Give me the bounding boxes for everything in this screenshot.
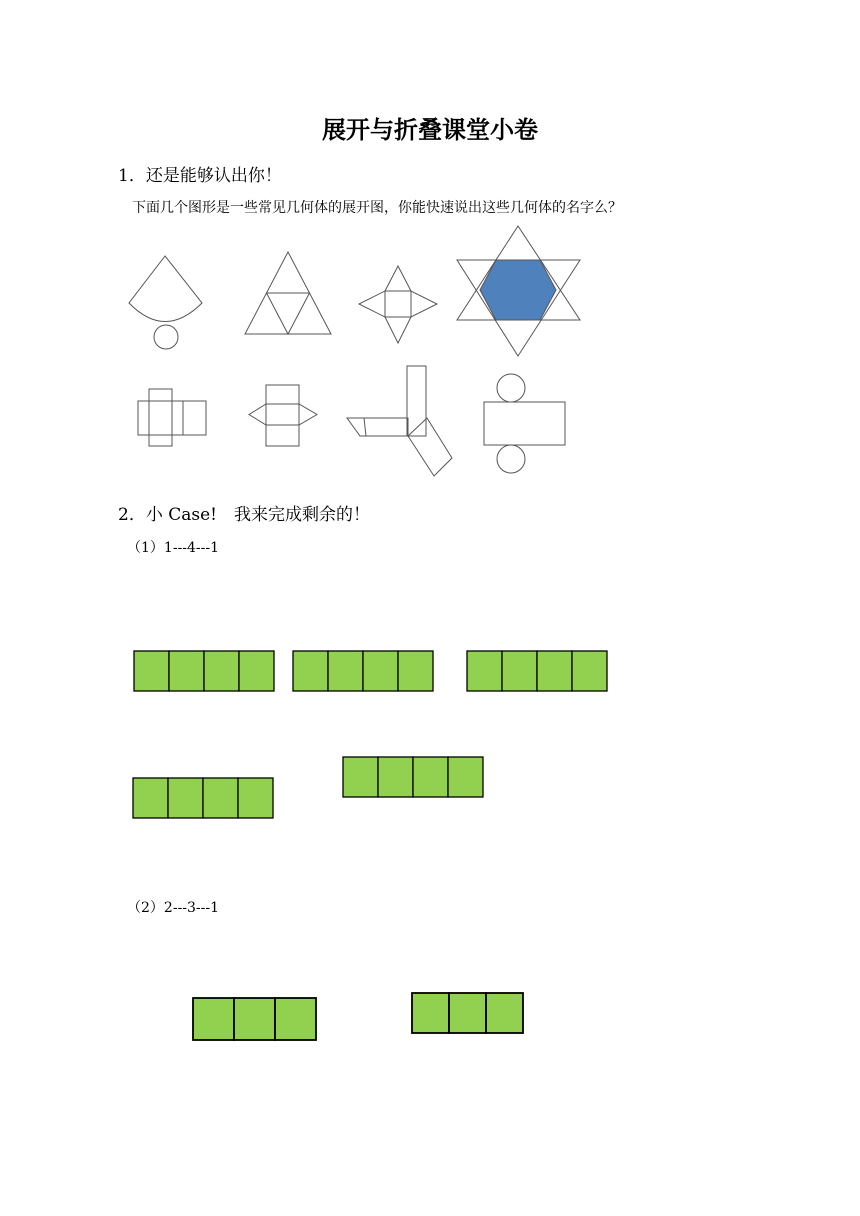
question-1-instruction: 下面几个图形是一些常见几何体的展开图，你能快速说出这些几何体的名字么？	[132, 200, 622, 216]
question-2-part-1-label: （1）1---4---1	[127, 540, 220, 556]
cylinder-net-figure	[484, 374, 565, 473]
strip-1-4-1-e	[343, 757, 483, 797]
triangular-prism-net-figure	[347, 366, 452, 476]
strip-1-4-1-c	[467, 651, 607, 691]
question-2-heading: 2．小 Case! 我来完成剩余的！	[118, 505, 370, 525]
hexagonal-prism-net-figure	[249, 385, 317, 446]
strip-1-4-1-b	[293, 651, 433, 691]
strip-2-3-1-a	[193, 998, 316, 1040]
tetrahedron-net-figure	[245, 252, 331, 334]
strip-1-4-1-d	[133, 778, 273, 818]
square-pyramid-net-figure	[359, 266, 437, 343]
question-1-heading: 1．还是能够认出你！	[118, 166, 282, 186]
strip-1-4-1-a	[134, 651, 274, 691]
hexagonal-star-net-figure	[457, 226, 580, 356]
strip-2-3-1-b	[412, 993, 523, 1033]
cube-net-figure-1	[138, 389, 206, 446]
question-2-part-2-label: （2）2---3---1	[127, 900, 220, 916]
page-title: 展开与折叠课堂小卷	[322, 115, 538, 144]
cone-net-figure	[129, 256, 202, 349]
